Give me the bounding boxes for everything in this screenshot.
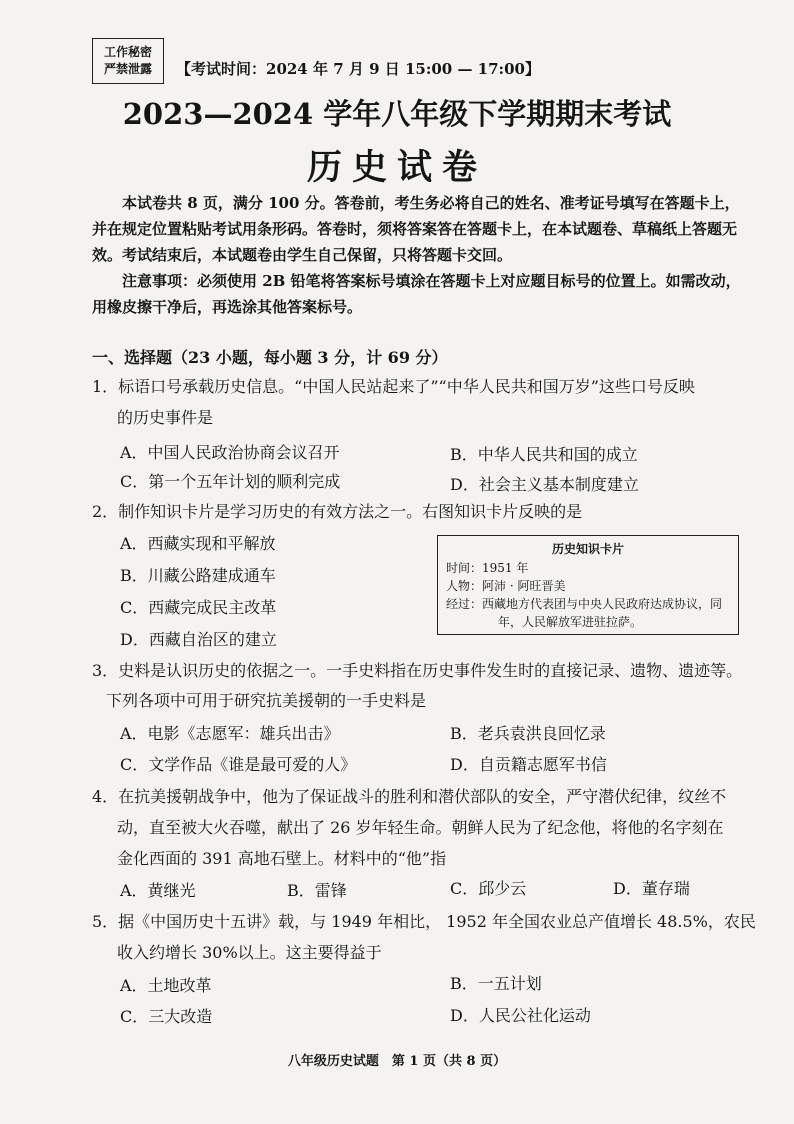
question-4-option-d: D．董存瑞: [613, 879, 690, 898]
question-3-stem-line-1: 3．史料是认识历史的依据之一。一手史料指在历史事件发生时的直接记录、遗物、遗迹等。: [92, 661, 743, 680]
question-1-stem-line-1: 1．标语口号承载历史信息。“中国人民站起来了”“中华人民共和国万岁”这些口号反映: [92, 377, 695, 396]
card-person: 人物：阿沛 · 阿旺晋美: [446, 579, 566, 593]
question-1-option-a: A．中国人民政治协商会议召开: [120, 443, 340, 462]
question-5-option-b: B．一五计划: [450, 974, 542, 993]
question-5-stem-line-1: 5．据《中国历史十五讲》载，与 1949 年相比， 1952 年全国农业总产值增长 48.5%，农民: [92, 912, 756, 931]
exam-time: 【考试时间：2024 年 7 月 9 日 15:00 — 17:00】: [176, 60, 540, 78]
question-2-option-b: B．川藏公路建成通车: [120, 566, 276, 585]
question-4-option-b: B．雷锋: [287, 881, 347, 900]
confidential-stamp: [92, 38, 164, 84]
instructions-intro: 本试卷共 8 页，满分 100 分。答卷前，考生务必将自己的姓名、准考证号填写在答题卡上，并在规定位置粘贴考试用条形码。答卷时，须将答案答在答题卡上，在本试题卷、草稿纸上答题无效。考试结束后，本试题卷由学生自己保留，只将答题卡交回。: [92, 194, 740, 264]
question-3-option-c: C．文学作品《谁是最可爱的人》: [120, 755, 357, 774]
question-5-option-a: A．土地改革: [120, 976, 212, 995]
card-process: 经过：西藏地方代表团与中央人民政府达成协议，同年，人民解放军进驻拉萨。: [446, 597, 723, 629]
stamp-line-2: 严禁泄露: [103, 62, 152, 76]
question-3-option-b: B．老兵袁洪良回忆录: [450, 724, 606, 743]
instructions-notice: 注意事项：必须使用 2B 铅笔将答案标号填涂在答题卡上对应题目标号的位置上。如需改动，用橡皮擦干净后，再选涂其他答案标号。: [92, 272, 741, 316]
card-time: 时间：1951 年: [446, 561, 529, 575]
section-title: 一、选择题（23 小题，每小题 3 分，计 69 分）: [92, 348, 448, 367]
exam-subtitle: 历史试卷: [306, 147, 487, 188]
question-2-option-d: D．西藏自治区的建立: [120, 630, 277, 649]
history-knowledge-card: [437, 535, 739, 635]
question-4-option-a: A．黄继光: [120, 881, 196, 900]
question-1-option-c: C．第一个五年计划的顺利完成: [120, 472, 341, 491]
exam-title: 2023—2024 学年八年级下学期期末考试: [122, 97, 672, 131]
stamp-line-1: 工作秘密: [103, 45, 152, 59]
question-5-stem-line-2: 收入约增长 30%以上。这主要得益于: [117, 943, 382, 962]
question-3-option-d: D．自贡籍志愿军书信: [450, 755, 607, 774]
question-4-stem-line-2: 动，直至被大火吞噬，献出了 26 岁年轻生命。朝鲜人民为了纪念他，将他的名字刻在: [117, 818, 724, 837]
question-1-stem-line-2: 的历史事件是: [117, 408, 214, 427]
question-5-option-d: D．人民公社化运动: [450, 1006, 591, 1025]
card-title: 历史知识卡片: [551, 542, 624, 556]
question-2-option-c: C．西藏完成民主改革: [120, 598, 277, 617]
question-3-option-a: A．电影《志愿军：雄兵出击》: [120, 724, 340, 743]
question-4-stem-line-3: 金化西面的 391 高地石壁上。材料中的“他”指: [117, 849, 447, 868]
question-1-option-d: D．社会主义基本制度建立: [450, 475, 639, 494]
question-2-stem-line-1: 2．制作知识卡片是学习历史的有效方法之一。右图知识卡片反映的是: [92, 502, 583, 521]
question-3-stem-line-2: 下列各项中可用于研究抗美援朝的一手史料是: [106, 691, 427, 710]
question-1-option-b: B．中华人民共和国的成立: [450, 445, 638, 464]
page-footer: 八年级历史试题 第 1 页（共 8 页）: [287, 1054, 507, 1069]
question-4-stem-line-1: 4．在抗美援朝战争中，他为了保证战斗的胜利和潜伏部队的安全，严守潜伏纪律，纹丝不: [92, 787, 727, 806]
question-2-option-a: A．西藏实现和平解放: [120, 534, 276, 553]
question-4-option-c: C．邱少云: [450, 879, 527, 898]
question-5-option-c: C．三大改造: [120, 1007, 213, 1026]
